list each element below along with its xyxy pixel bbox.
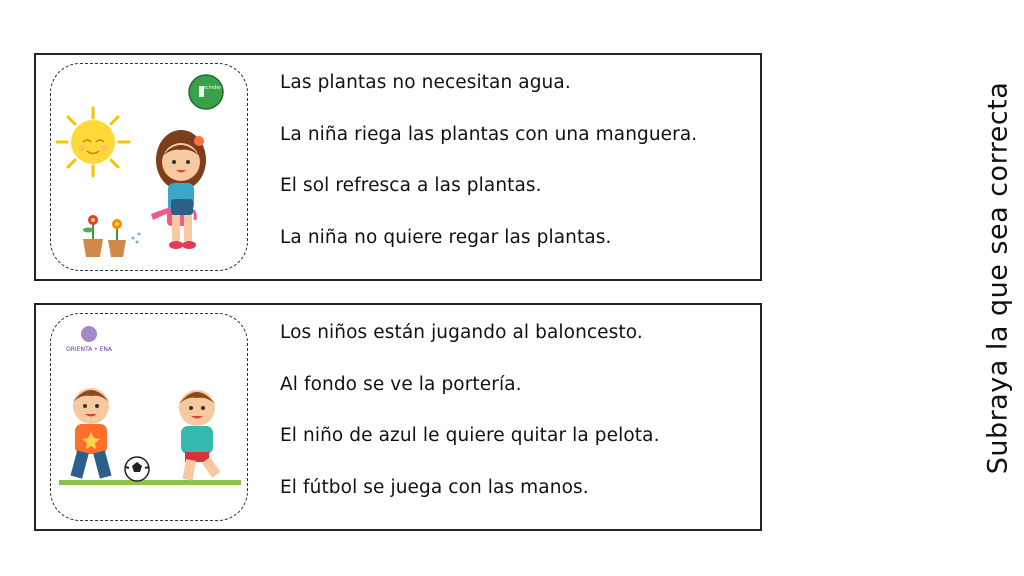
- sun-icon: [57, 108, 129, 176]
- sentence-option[interactable]: El fútbol se juega con las manos.: [280, 476, 589, 498]
- sentence-option[interactable]: La niña no quiere regar las plantas.: [280, 226, 612, 248]
- grass-strip: [59, 480, 241, 485]
- boy-orange-shirt-icon: [70, 388, 111, 479]
- instruction-text: Subraya la que sea correcta: [982, 81, 1014, 475]
- logo-icon: [66, 326, 113, 353]
- sentence-list: [280, 73, 697, 279]
- exercise-card-2: [34, 303, 762, 531]
- logo-text: ORIENTA • ENA: [66, 346, 112, 353]
- sentence-option[interactable]: El niño de azul le quiere quitar la pelota.: [280, 425, 660, 446]
- girl-watering-plants-illustration: [50, 63, 248, 271]
- boy-teal-shirt-icon: [179, 390, 220, 481]
- sentence-option[interactable]: Al fondo se ve la portería.: [280, 373, 522, 395]
- exercise-card-1: [34, 53, 762, 281]
- badge-icon: [189, 75, 223, 109]
- badge-text: ecinder: [202, 85, 222, 91]
- girl-icon: [156, 130, 206, 249]
- soccer-ball-icon: [125, 457, 149, 481]
- boys-playing-football-illustration: [50, 313, 248, 521]
- sentence-list: [280, 323, 660, 529]
- sentence-option[interactable]: El sol refresca a las plantas.: [280, 175, 542, 196]
- sentence-option[interactable]: Las plantas no necesitan agua.: [280, 72, 571, 93]
- sentence-option[interactable]: Los niños están jugando al baloncesto.: [280, 322, 643, 343]
- sentence-option[interactable]: La niña riega las plantas con una manguera.: [280, 123, 698, 145]
- flower-pots-icon: [83, 215, 141, 257]
